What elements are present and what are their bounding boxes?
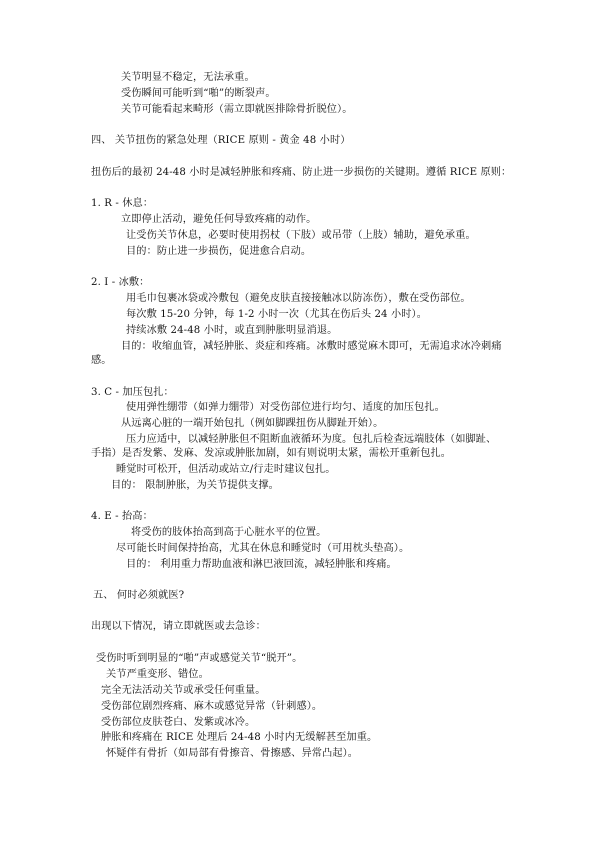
section-heading: 五、 何时必须就医?: [93, 590, 185, 601]
rice-line: 睡觉时可松开，但活动或站立/行走时建议包扎。: [116, 464, 336, 475]
section-heading: 四、 关节扭伤的紧急处理（RICE 原则 - 黄金 48 小时）: [91, 135, 351, 146]
rice-line: 目的：防止进一步损伤，促进愈合启动。: [126, 246, 312, 257]
section-intro: 扭伤后的最初 24-48 小时是减轻肿胀和疼痛、防止进一步损伤的关键期。遵循 RICE 原则：: [91, 167, 512, 178]
rice-line: 让受伤关节休息，必要时使用拐杖（下肢）或吊带（上肢）辅助，避免承重。: [126, 230, 476, 241]
intro-line: 关节明显不稳定，无法承重。: [121, 72, 255, 83]
rice-heading-e: 4. E - 抬高：: [91, 511, 153, 522]
rice-line: 目的： 限制肿胀，为关节提供支撑。: [111, 480, 279, 491]
rice-line: 立即停止活动，避免任何导致疼痛的动作。: [121, 214, 317, 225]
list-item: 受伤部位皮肤苍白、发紫或冰冷。: [101, 717, 256, 728]
list-item: 怀疑伴有骨折（如局部有骨擦音、骨擦感、异常凸起）。: [106, 748, 359, 759]
intro-line: 受伤瞬间可能听到“啪”的断裂声。: [121, 88, 276, 99]
list-item: 受伤时听到明显的“啪”声或感觉关节“脱开”。: [96, 653, 303, 664]
intro-line: 关节可能看起来畸形（需立即就医排除骨折脱位）。: [121, 104, 353, 115]
rice-heading-c: 3. C - 加压包扎：: [91, 387, 174, 398]
rice-line: 尽可能长时间保持抬高，尤其在休息和睡觉时（可用枕头垫高）。: [116, 543, 410, 554]
rice-line: 持续冰敷 24-48 小时，或直到肿胀明显消退。: [126, 325, 338, 336]
rice-line: 手指）是否发紫、发麻、发凉或肿胀加剧，如有则说明太紧，需松开重新包扎。: [91, 448, 452, 459]
rice-line: 用毛巾包裹冰袋或冷敷包（避免皮肤直接接触冰以防冻伤），敷在受伤部位。: [126, 293, 471, 304]
list-item: 完全无法活动关节或承受任何重量。: [101, 685, 266, 696]
rice-line: 目的：收缩血管，减轻肿胀、炎症和疼痛。冰敷时感觉麻木即可，无需追求冰冷刺痛: [121, 341, 502, 352]
list-item: 受伤部位剧烈疼痛、麻木或感觉异常（针刺感）。: [101, 701, 323, 712]
rice-line: 压力应适中，以减轻肿胀但不阻断血液循环为度。包扎后检查远端肢体（如脚趾、: [126, 434, 497, 445]
rice-line: 目的： 利用重力帮助血液和淋巴液回流，减轻肿胀和疼痛。: [126, 559, 397, 570]
rice-line: 感。: [91, 355, 112, 366]
list-item: 关节严重变形、错位。: [106, 669, 209, 680]
section-intro: 出现以下情况，请立即就医或去急诊：: [91, 621, 266, 632]
rice-heading-r: 1. R - 休息：: [91, 198, 154, 209]
rice-heading-i: 2. I - 冰敷：: [91, 277, 150, 288]
rice-line: 每次敷 15-20 分钟，每 1-2 小时一次（尤其在伤后头 24 小时）。: [126, 309, 427, 320]
rice-line: 将受伤的肢体抬高到高于心脏水平的位置。: [131, 527, 327, 538]
rice-line: 使用弹性绷带（如弹力绷带）对受伤部位进行均匀、适度的加压包扎。: [126, 402, 445, 413]
list-item: 肿胀和疼痛在 RICE 处理后 24-48 小时内无缓解甚至加重。: [101, 732, 378, 743]
rice-line: 从远离心脏的一端开始包扎（例如脚踝扭伤从脚趾开始）。: [121, 418, 384, 429]
